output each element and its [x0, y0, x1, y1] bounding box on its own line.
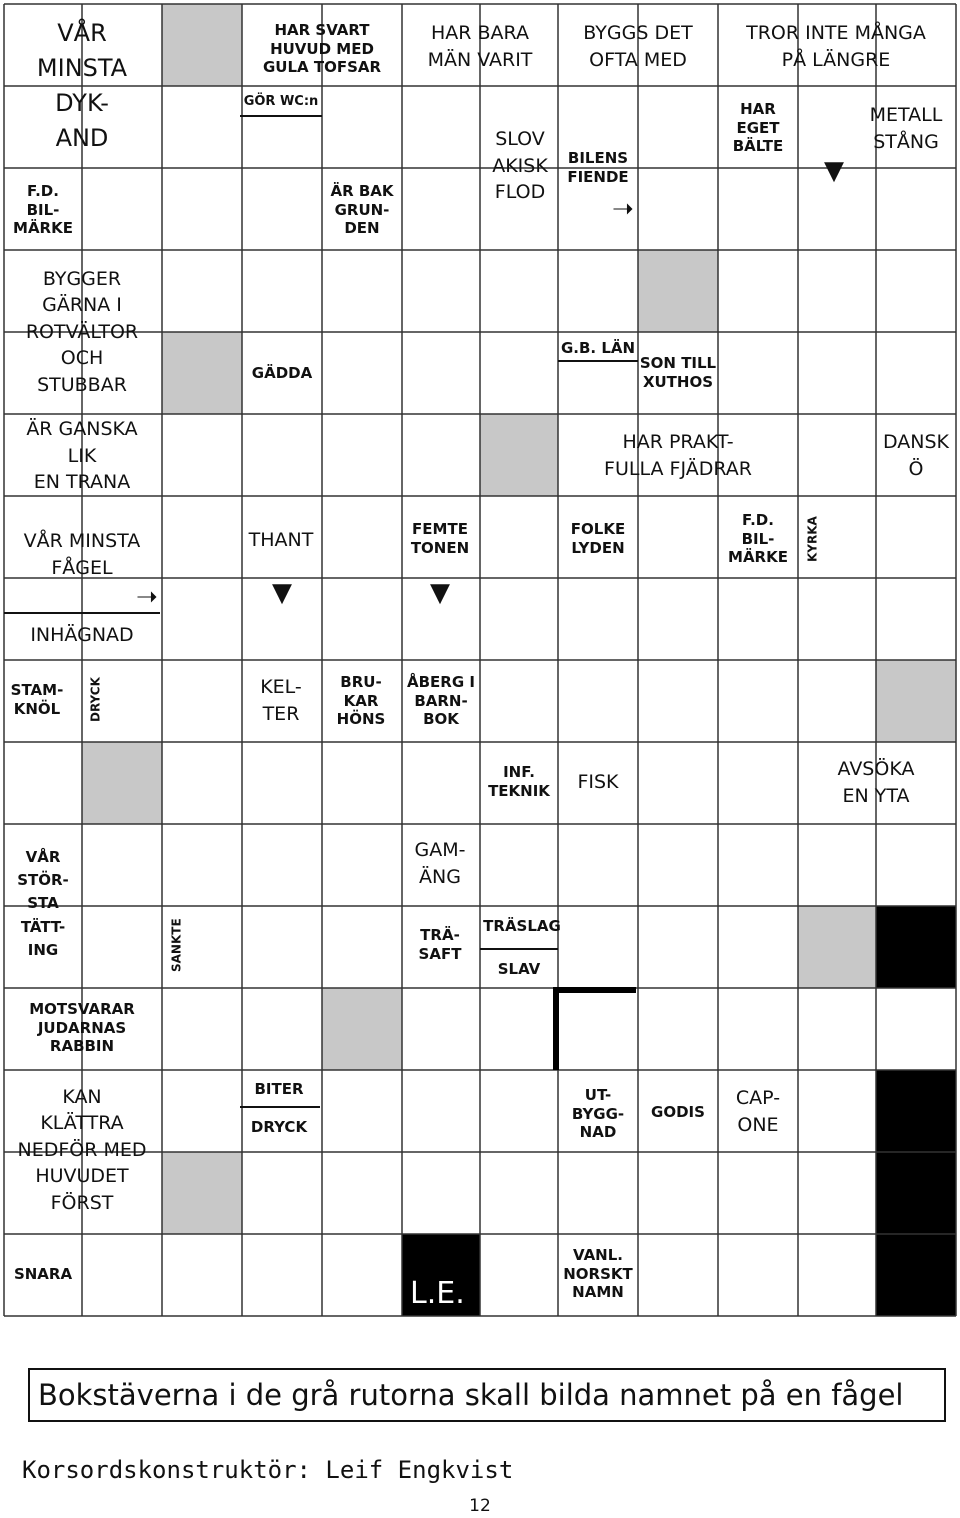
clue-tuber: STAM- KNÖL [10, 681, 64, 718]
arrow-down-icon: ▼ [824, 156, 844, 186]
clue-extension: UT- BYGG- NAD [571, 1085, 625, 1142]
clue-metal-rod: METALL STÅNG [869, 104, 943, 153]
divider-line [240, 115, 322, 117]
black-cell [876, 1152, 956, 1234]
clue-saint: SANKTE [169, 918, 184, 972]
thick-border [556, 990, 636, 1070]
clue-smallest-grebe: VÅR MINSTA DYK- AND [36, 19, 128, 152]
clue-snare: SNARA [13, 1264, 73, 1283]
gray-cell [798, 906, 876, 988]
black-cell [876, 1070, 956, 1152]
clue-candy: GODIS [651, 1102, 705, 1121]
clue-search-area: AVSÖKA EN YTA [837, 758, 915, 807]
clue-celts: KEL- TER [260, 676, 302, 725]
gray-cell [162, 332, 242, 414]
arrow-right-icon: ➝ [136, 582, 158, 612]
clue-slovak-river: SLOV AKISK FLOD [492, 128, 548, 204]
clue-often-built: BYGGS DET OFTA MED [583, 22, 693, 71]
black-cell [876, 906, 956, 988]
gray-cell [876, 660, 956, 742]
clue-old-meadow: GAM- ÄNG [414, 839, 466, 888]
gray-cell [638, 250, 718, 332]
gray-cell [82, 742, 162, 824]
clue-enclosure: INHÄGNAD [30, 623, 134, 646]
clue-fd-car-1: F.D. BIL- MÄRKE [13, 181, 73, 238]
clue-folk-sound: FOLKE LYDEN [570, 520, 626, 557]
clue-drink-2: DRYCK [250, 1117, 308, 1136]
clue-church: KYRKA [805, 516, 820, 562]
credit: Korsordskonstruktör: Leif Engkvist [22, 1456, 514, 1484]
clue-rabbi: MOTSVARAR JUDARNAS RABBIN [29, 999, 135, 1056]
clue-aberg-book: ÅBERG I BARN- BOK [407, 672, 475, 729]
arrow-down-icon: ▼ [272, 578, 292, 608]
gray-cell [480, 414, 558, 496]
clue-keeps-hens: BRU- KAR HÖNS [336, 672, 386, 729]
clue-drink-1: DRYCK [88, 677, 103, 723]
clue-largest-finch: VÅR STÖR- STA TÄTT- ING [17, 847, 69, 959]
clue-not-many: TROR INTE MÅNGA PÅ LÄNGRE [746, 22, 926, 71]
le-label: L.E. [410, 1276, 465, 1311]
clue-fifth-tone: FEMTE TONEN [410, 520, 470, 557]
gray-cell [162, 4, 242, 86]
divider-line [558, 360, 638, 362]
divider-line [480, 948, 558, 950]
clue-car-enemy: BILENS FIENDE [567, 149, 629, 186]
gray-cell [162, 1152, 242, 1234]
divider-line [4, 612, 160, 614]
clue-tree-sap: TRÄ- SAFT [418, 926, 462, 963]
clue-pieces: BITER [254, 1079, 304, 1098]
arrow-right-icon: ➝ [612, 194, 634, 224]
black-cell [876, 1234, 956, 1316]
clue-gb-county: G.B. LÄN [560, 338, 636, 357]
clue-gor-wc: GÖR WC:n [243, 93, 319, 109]
clue-wood-type: TRÄSLAG [483, 916, 561, 935]
gray-cell [322, 988, 402, 1070]
clue-climb-down: KAN KLÄTTRA NEDFÖR MED HUVUDET FÖRST [17, 1085, 147, 1214]
clue-thant: THANT [248, 528, 314, 551]
divider-line [240, 1106, 320, 1108]
clue-black-head: HAR SVART HUVUD MED GULA TOFSAR [262, 20, 382, 77]
clue-smallest-bird: VÅR MINSTA FÅGEL [23, 530, 141, 579]
clue-behind: ÄR BAK GRUN- DEN [330, 181, 394, 238]
clue-fish: FISK [577, 770, 619, 793]
arrow-down-icon: ▼ [430, 578, 450, 608]
clue-crane-like: ÄR GANSKA LIK EN TRANA [26, 418, 138, 494]
clue-fd-car-2: F.D. BIL- MÄRKE [728, 510, 788, 567]
clue-son-xuthos: SON TILL XUTHOS [639, 354, 717, 391]
clue-danish-island: DANSK Ö [882, 431, 950, 480]
clue-inf-tech: INF. TEKNIK [488, 763, 550, 800]
clue-capone: CAP- ONE [735, 1087, 781, 1136]
instruction-banner: Bokstäverna i de grå rutorna skall bilda namnet på en fågel [28, 1368, 946, 1422]
clue-pike: GÄDDA [251, 363, 313, 382]
clue-only-men: HAR BARA MÄN VARIT [427, 22, 533, 71]
clue-builds-roots: BYGGER GÄRNA I ROTVÄLTOR OCH STUBBAR [25, 267, 139, 396]
clue-norse-name: VANL. NORSKT NAMN [563, 1245, 633, 1302]
page-number: 12 [469, 1496, 491, 1516]
clue-has-belt: HAR EGET BÄLTE [732, 99, 784, 156]
clue-splendid-feathers: HAR PRAKT- FULLA FJÄDRAR [604, 431, 752, 480]
clue-slav: SLAV [497, 959, 541, 978]
